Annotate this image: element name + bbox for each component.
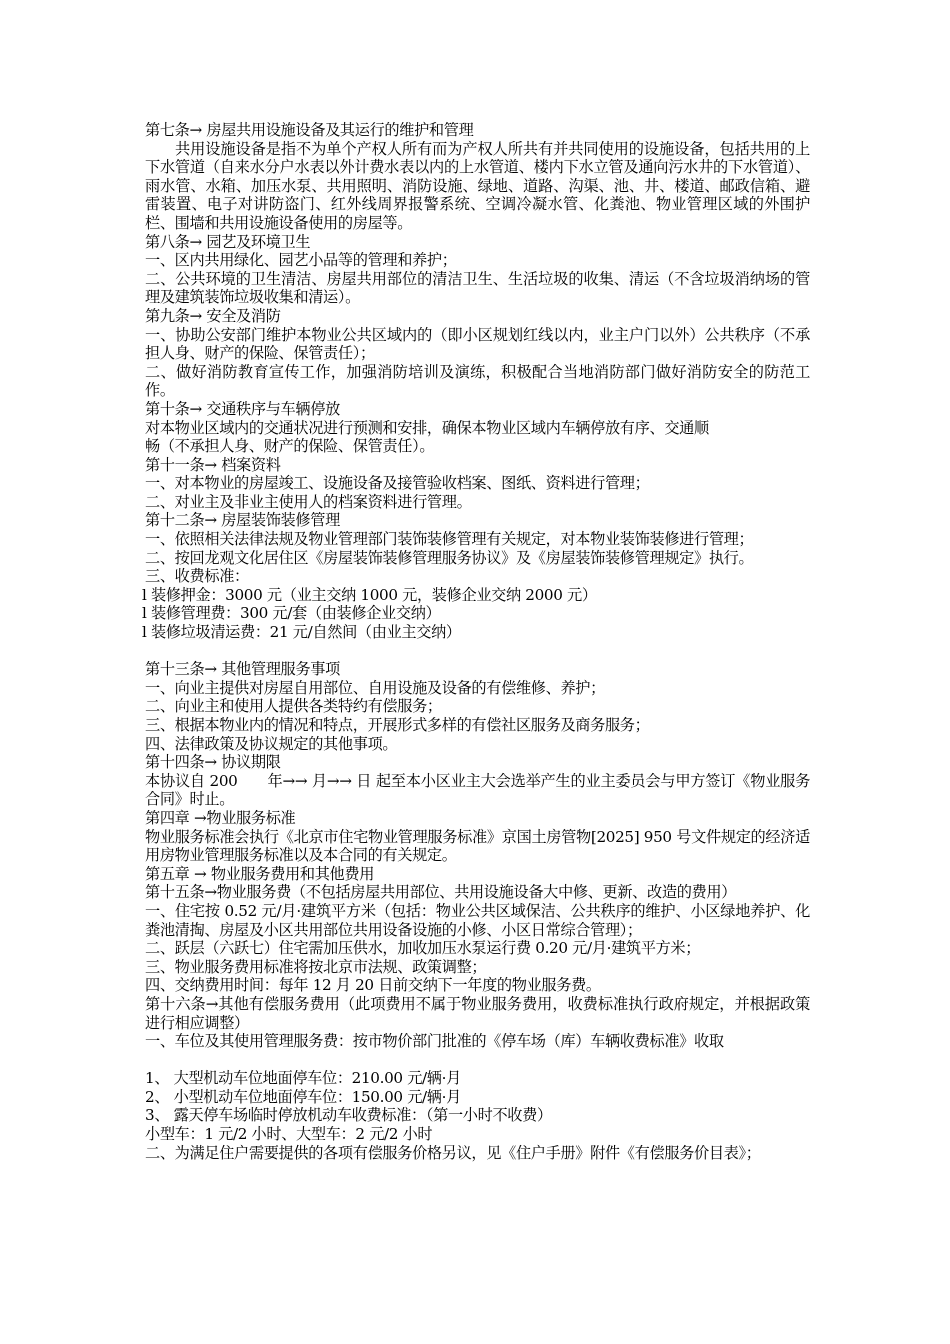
chapter-4-body: 物业服务标准会执行《北京市住宅物业管理服务标准》京国土房管物[2025] 950 号文件规定的经济适用房物业管理服务标准以及本合同的有关规定。 [145,827,810,865]
article-12-heading: 第十二条→ 房屋装饰装修管理 [145,511,340,530]
article-15-heading: 第十五条→物业服务费（不包括房屋共用部位、共用设施设备大中修、更新、改造的费用） [145,883,737,902]
article-15-item-3: 三、物业服务费用标准将按北京市法规、政策调整； [145,957,487,976]
article-13-item-3: 三、根据本物业内的情况和特点，开展形式多样的有偿社区服务及商务服务； [145,716,650,734]
article-10-body-line-2: 畅（不承担人身、财产的保险、保管责任）。 [145,437,435,456]
article-15-item-4: 四、交纳费用时间：每年 12 月 20 日前交纳下一年度的物业服务费。 [145,976,601,995]
document-page [142,121,810,1162]
chapter-5-heading: 第五章 → 物业服务费用和其他费用 [145,864,375,883]
article-16-item-1: 一、车位及其使用管理服务费：按市物价部门批准的《停车场（库）车辆收费标准》收取 [145,1032,724,1051]
article-9-item-2: 二、做好消防教育宣传工作，加强消防培训及演练，积极配合当地消防部门做好消防安全的防范工作。 [145,362,810,400]
article-16-item-2: 二、为满足住户需要提供的各项有偿服务价格另议，见《住户手册》附件《有偿服务价目表》； [145,1143,761,1162]
chapter-4-heading: 第四章 →物业服务标准 [145,808,296,827]
article-13-item-1: 一、向业主提供对房屋自用部位、自用设施及设备的有偿维修、养护； [145,678,605,697]
article-11-item-2: 二、对业主及非业主使用人的档案资料进行管理。 [145,492,472,511]
article-9-item-1: 一、协助公安部门维护本物业公共区域内的（即小区规划红线以内，业主户门以外）公共秩序（不承担人身、财产的保险、保管责任）； [145,325,810,363]
article-8-heading: 第八条→ 园艺及环境卫生 [145,232,311,251]
article-9-heading: 第九条→ 安全及消防 [145,306,281,325]
article-13-heading: 第十三条→ 其他管理服务事项 [145,660,340,679]
parking-fee-rates: 小型车：1 元/2 小时、大型车：2 元/2 小时 [145,1125,433,1144]
article-15-item-2: 二、跃层（六跃七）住宅需加压供水，加收加压水泵运行费 0.20 元/月·建筑平方米； [145,939,701,958]
article-14-heading: 第十四条→ 协议期限 [145,753,281,772]
article-16-heading: 第十六条→其他有偿服务费用（此项费用不属于物业服务费用，收费标准执行政府规定，并根据政策进行相应调整） [145,994,810,1032]
fee-item-deposit: l 装修押金：3000 元（业主交纳 1000 元，装修企业交纳 2000 元） [142,585,597,604]
blank-line [145,642,810,661]
article-10-body-line-1: 对本物业区域内的交通状况进行预测和安排，确保本物业区域内车辆停放有序、交通顺 [145,418,709,437]
article-7-body: 共用设施设备是指不为单个产权人所有而为产权人所共有并共同使用的设施设备，包括共用的上下水管道（自来水分户水表以外计费水表以内的上水管道、楼内下水立管及通向污水井的下水管道）、雨水管、水箱、加压水泵、共用照明、消防设施、绿地、道路、沟渠、池、井、楼道、邮政信箱、避雷装置、电子对讲防盗门、红外线周界报警系统、空调冷凝水管、化粪池、物业管理区域的外围护栏、围墙和共用设施设备使用的房屋等。 [145,139,810,232]
article-14-body: 本协议自 200 年→→ 月→→ 日 起至本小区业主大会选举产生的业主委员会与甲方签订《物业服务合同》时止。 [145,771,810,809]
parking-fee-small: 2、 小型机动车位地面停车位：150.00 元/辆·月 [145,1087,461,1106]
article-8-item-1: 一、区内共用绿化、园艺小品等的管理和养护； [145,251,457,270]
article-12-item-3: 三、收费标准： [145,567,249,586]
article-13-item-4: 四、法律政策及协议规定的其他事项。 [145,734,398,753]
article-11-heading: 第十一条→ 档案资料 [145,455,281,474]
parking-fee-temporary: 3、 露天停车场临时停放机动车收费标准：（第一小时不收费） [145,1106,552,1125]
fee-item-management: l 装修管理费：300 元/套（由装修企业交纳） [142,604,441,623]
parking-fee-large: 1、 大型机动车位地面停车位：210.00 元/辆·月 [145,1069,461,1088]
article-10-heading: 第十条→ 交通秩序与车辆停放 [145,399,340,418]
blank-line [145,1051,810,1070]
article-11-item-1: 一、对本物业的房屋竣工、设施设备及接管验收档案、图纸、资料进行管理； [145,474,650,493]
article-15-item-1: 一、住宅按 0.52 元/月·建筑平方米（包括：物业公共区域保洁、公共秩序的维护、小区绿地养护、化粪池清掏、房屋及小区共用部位共用设备设施的小修、小区日常综合管理）； [145,901,810,939]
article-13-item-2: 二、向业主和使用人提供各类特约有偿服务； [145,697,442,716]
article-7-heading: 第七条→ 房屋共用设施设备及其运行的维护和管理 [145,121,474,139]
article-8-item-2: 二、公共环境的卫生清洁、房屋共用部位的清洁卫生、生活垃圾的收集、清运（不含垃圾消纳场的管理及建筑装饰垃圾收集和清运）。 [145,269,810,307]
article-12-item-2: 二、按回龙观文化居住区《房屋装饰装修管理服务协议》及《房屋装饰装修管理规定》执行。 [145,548,754,567]
article-12-item-1: 一、依照相关法律法规及物业管理部门装饰装修管理有关规定，对本物业装饰装修进行管理； [145,530,754,549]
fee-item-waste-removal: l 装修垃圾清运费：21 元/自然间（由业主交纳） [142,623,461,642]
